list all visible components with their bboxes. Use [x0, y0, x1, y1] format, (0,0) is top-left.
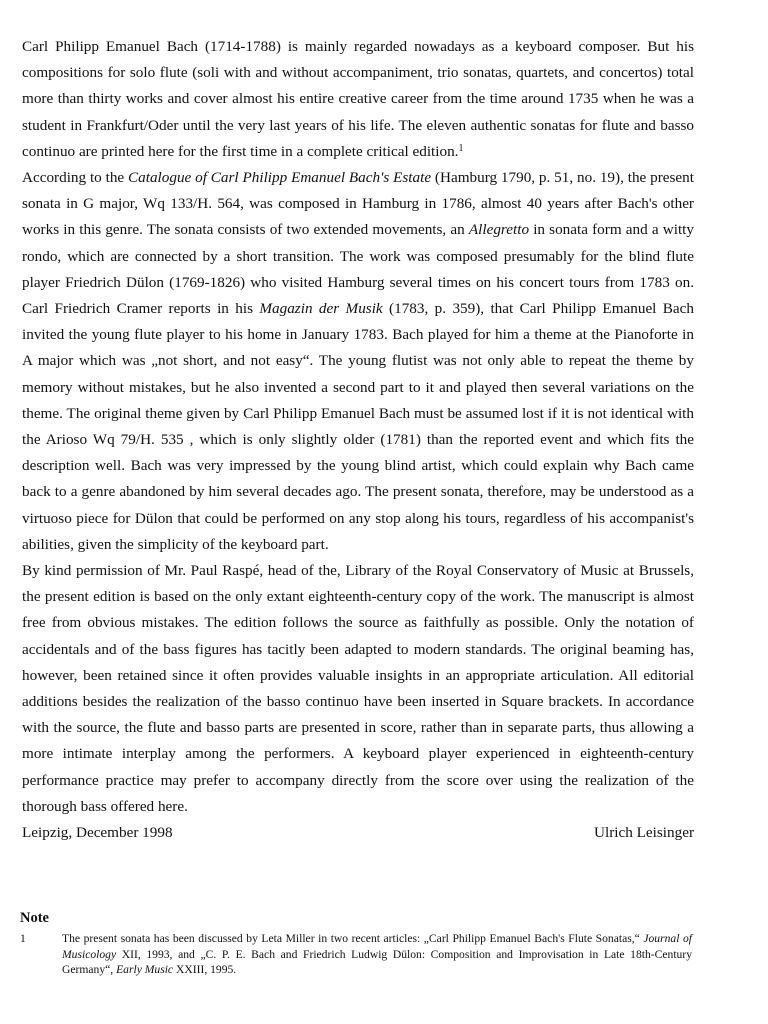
footnote-reference: 1	[458, 142, 464, 154]
text-run: XXIII, 1995.	[173, 963, 237, 976]
text-run: in sonata form and a witty rondo, which are connected by a short transition. The work was composed presumably for the blind flute player Friedrich Dülon (1769-1826) who visited Hamburg several times on his concert tours from 1783 on. Carl Friedrich Cramer reports in his	[22, 221, 694, 318]
text-run: (1783, p. 359), that Carl Philipp Emanuel Bach invited the young flute player to his home in January 1783. Bach played for him a theme at the Pianoforte in A major which was „not short, and not easy“. The young flutist was not only able to repeat the theme by memory without mistakes, but he also invented a second part to it and played then several variations on the theme. The original theme given by Carl Philipp Emanuel Bach must be assumed lost if it is not identical with the Arioso Wq 79/H. 535 , which is only slightly older (1781) than the reported event and which fits the description well. Bach was very impressed by the young blind artist, which could explain why Bach came back to a genre abandoned by him several decades ago. The present sonata, therefore, may be understood as a virtuoso piece for Dülon that could be performed on any stop along his tours, regardless of his accompanist's abilities, given the simplicity of the keyboard part.	[22, 300, 694, 553]
paragraph	[22, 34, 694, 165]
text-run: XII, 1993, and „C. P. E. Bach and Friedrich Ludwig Dülon: Composition and Improvisation in Late 18th-Century Germany“,	[62, 947, 692, 976]
text-run: Carl Philipp Emanuel Bach (1714-1788) is mainly regarded nowadays as a keyboard composer. But his compositions for solo flute (soli with and without accompaniment, trio sonatas, quartets, and concertos) total more than thirty works and cover almost his entire creative career from the time around 1735 when he was a student in Frankfurt/Oder until the very last years of his life. The eleven authentic sonatas for flute and basso continuo are printed here for the first time in a complete critical edition.	[22, 38, 694, 160]
text-run: By kind permission of Mr. Paul Raspé, head of the, Library of the Royal Conservatory of Music at Brussels, the present edition is based on the only extant eighteenth-century copy of the work. The manuscript is almost free from obvious mistakes. The edition follows the source as faithfully as possible. Only the notation of accidentals and of the bass figures has tacitly been adapted to modern standards. The original beaming has, however, been retained since it often provides valuable insights in an appropriate articulation. All editorial additions besides the realization of the basso continuo have been inserted in Square brackets. In accordance with the source, the flute and basso parts are presented in score, rather than in separate parts, thus allowing a more intimate interplay among the performers. A keyboard player experienced in eighteenth-century performance practice may prefer to accompany directly from the score over using the realization of the thorough bass offered here.	[22, 562, 694, 815]
text-run: According to the	[22, 169, 129, 187]
footnote-text	[62, 931, 692, 978]
notes-section	[20, 910, 692, 978]
body-text	[22, 34, 694, 820]
italic-title: Early Music	[116, 963, 174, 976]
notes-heading: Note	[20, 910, 49, 926]
footnote	[20, 931, 692, 978]
author-name: Ulrich Leisinger	[594, 824, 694, 842]
footnote-number: 1	[20, 932, 26, 945]
italic-title: Catalogue of Carl Philipp Emanuel Bach's Estate	[128, 169, 432, 187]
paragraph	[22, 165, 694, 558]
italic-title: Allegretto	[468, 221, 530, 239]
text-run: The present sonata has been discussed by Leta Miller in two recent articles: „Carl Philipp Emanuel Bach's Flute Sonatas,“	[62, 932, 644, 945]
italic-title: Journal of Musicology	[62, 932, 692, 961]
place-date: Leipzig, December 1998	[22, 824, 173, 842]
text-run: (Hamburg 1790, p. 51, no. 19), the present sonata in G major, Wq 133/H. 564, was composed in Hamburg in 1786, almost 40 years after Bach's other works in this genre. The sonata consists of two extended movements, an	[22, 169, 694, 239]
paragraph	[22, 558, 694, 820]
italic-title: Magazin der Musik	[259, 300, 383, 318]
signoff	[22, 820, 694, 846]
